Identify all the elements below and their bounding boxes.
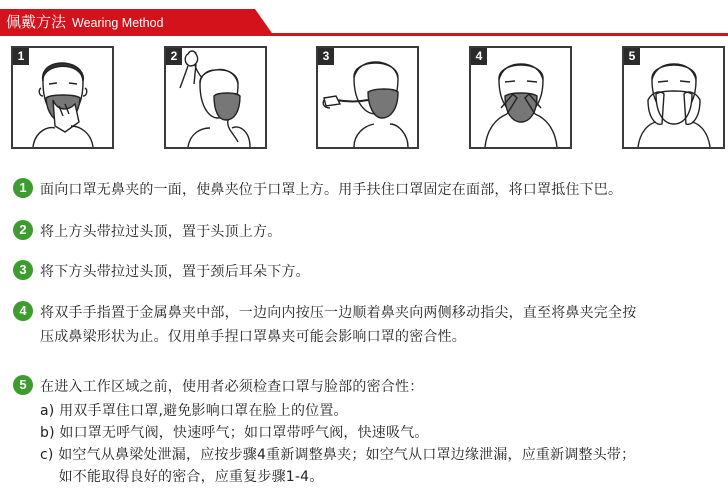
- step-2-text: 将上方头带拉过头顶，置于头顶上方。: [40, 224, 282, 240]
- panel-number: 2: [166, 48, 182, 65]
- step-4-text-line-1: 将双手手指置于金属鼻夹中部，一边向内按压一边顺着鼻夹向两侧移动指尖，直至将鼻夹完全按: [40, 305, 637, 321]
- illustration-panel-3: [316, 46, 419, 149]
- step-1-text: 面向口罩无鼻夹的一面，使鼻夹位于口罩上方。用手扶住口罩固定在面部，将口罩抵住下巴。: [40, 182, 623, 198]
- illustration-panel-4: [469, 46, 572, 149]
- step-5-sub-a: a) 用双手罩住口罩,避免影响口罩在脸上的位置。: [40, 403, 348, 419]
- step-5-sub-c-cont: 如不能取得良好的密合，应重复步骤1-4。: [40, 469, 324, 485]
- step-3-text: 将下方头带拉过头顶，置于颈后耳朵下方。: [40, 264, 310, 280]
- header-underline: [0, 33, 728, 36]
- illustration-panel-2: [164, 46, 267, 149]
- step-badge: 3: [13, 260, 33, 280]
- panel-number: 4: [471, 48, 487, 65]
- section-header: [0, 0, 728, 40]
- panel-number: 1: [13, 48, 29, 65]
- step-badge: 1: [13, 178, 33, 198]
- illustration-panel-1: [11, 46, 114, 149]
- step-5-text: 在进入工作区域之前，使用者必须检查口罩与脸部的密合性：: [40, 379, 424, 395]
- step-4-text-line-2: 压成鼻梁形状为止。仅用单手捏口罩鼻夹可能会影响口罩的密合性。: [40, 329, 466, 345]
- step-5-sub-b: b) 如口罩无呼气阀，快速呼气；如口罩带呼气阀，快速吸气。: [40, 425, 429, 441]
- title-cn: 佩戴方法: [6, 13, 67, 31]
- step-badge: 4: [13, 301, 33, 321]
- illustration-panel-5: [622, 46, 725, 149]
- step-badge: 5: [13, 375, 33, 395]
- step-5-sub-c: c) 如空气从鼻梁处泄漏，应按步骤4重新调整鼻夹；如空气从口罩边缘泄漏，应重新调整头带；: [40, 447, 636, 463]
- panel-number: 3: [318, 48, 334, 65]
- section-title: [6, 12, 164, 33]
- title-en: Wearing Method: [72, 16, 164, 30]
- step-badge: 2: [13, 220, 33, 240]
- panel-number: 5: [624, 48, 640, 65]
